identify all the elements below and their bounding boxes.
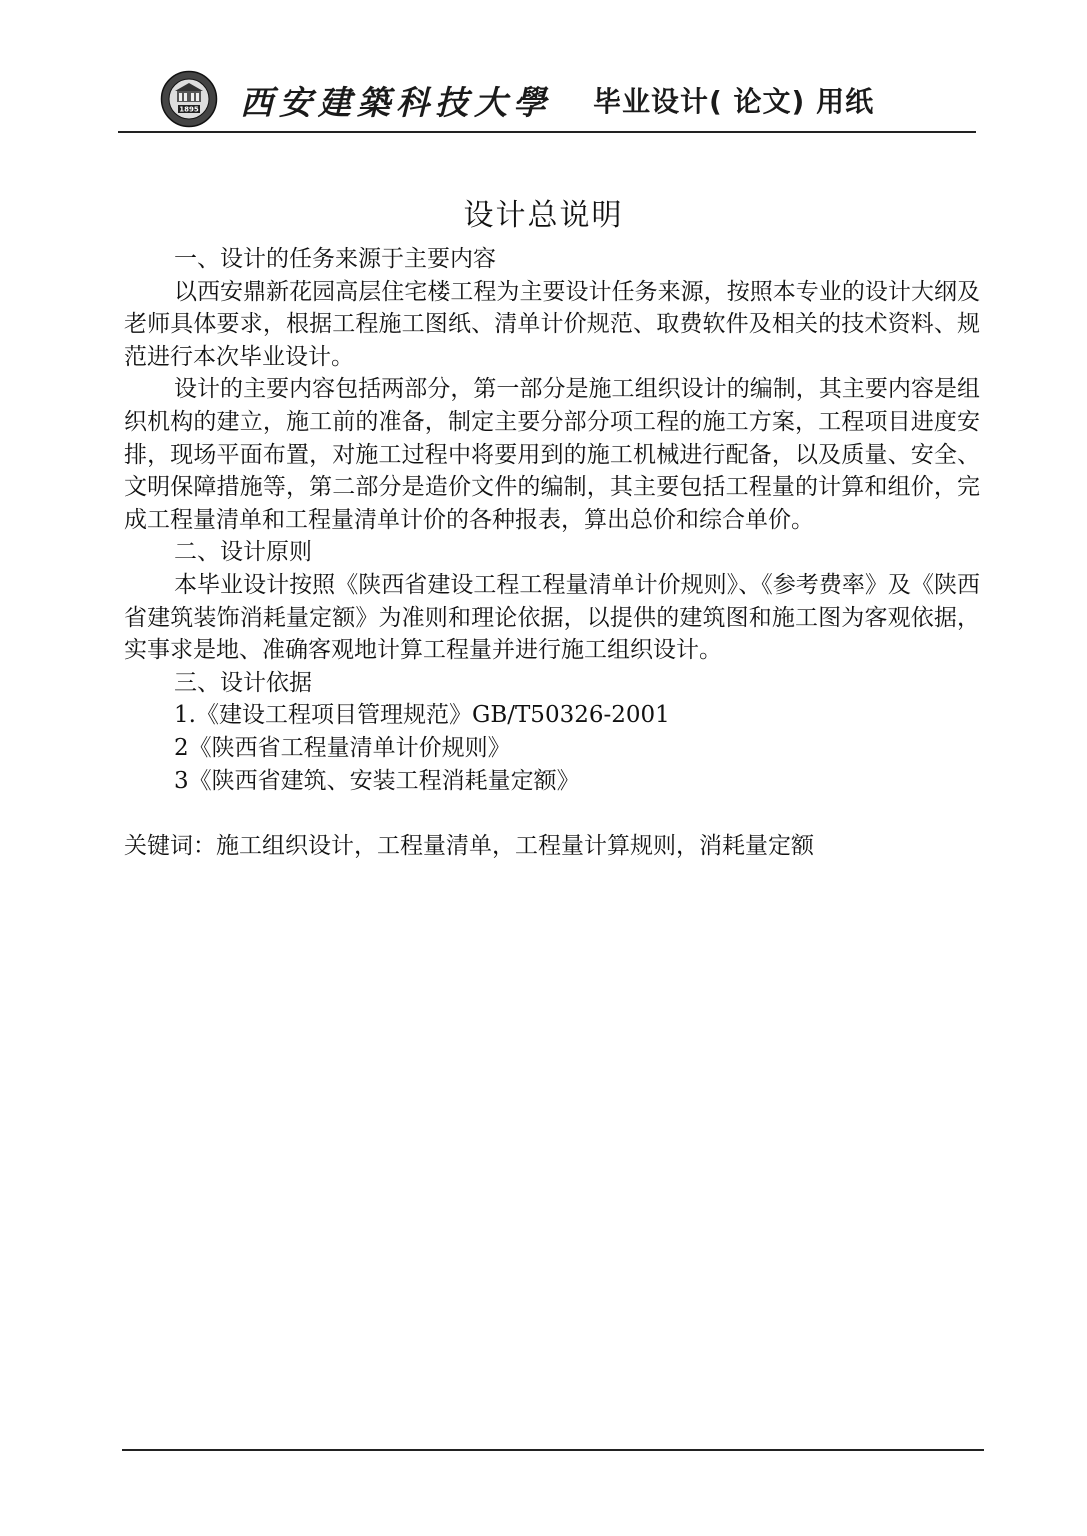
reference-item-1: 1.《建设工程项目管理规范》GB/T50326-2001 bbox=[174, 702, 670, 729]
document-body bbox=[124, 243, 980, 863]
university-name: 西安建築科技大學 bbox=[240, 83, 552, 122]
reference-item-3: 3《陕西省建筑、安装工程消耗量定额》 bbox=[174, 767, 580, 794]
university-seal-logo bbox=[160, 70, 218, 128]
keywords-text: 施工组织设计，工程量清单，工程量计算规则，消耗量定额 bbox=[216, 833, 814, 860]
header-subtitle: 毕业设计( 论文) 用纸 bbox=[593, 85, 875, 118]
page-header bbox=[118, 60, 976, 132]
keywords-line bbox=[124, 830, 980, 863]
footer-rule bbox=[122, 1449, 984, 1451]
reference-item-2: 2《陕西省工程量清单计价规则》 bbox=[174, 734, 511, 761]
section-2-heading: 二、设计原则 bbox=[174, 539, 312, 566]
section-1-paragraph-1: 以西安鼎新花园高层住宅楼工程为主要设计任务来源，按照本专业的设计大纲及老师具体要求，根据工程施工图纸、清单计价规范、取费软件及相关的技术资料、规范进行本次毕业设计。 bbox=[124, 278, 980, 370]
logo-year: 1895 bbox=[179, 105, 199, 114]
section-2-paragraph-1: 本毕业设计按照《陕西省建设工程工程量清单计价规则》、《参考费率》及《陕西省建筑装饰消耗量定额》为准则和理论依据，以提供的建筑图和施工图为客观依据，实事求是地、准确客观地计算工程量并进行施工组织设计。 bbox=[124, 571, 980, 664]
keywords-label: 关键词： bbox=[124, 833, 216, 860]
page-title: 设计总说明 bbox=[463, 198, 624, 233]
section-1-paragraph-2: 设计的主要内容包括两部分，第一部分是施工组织设计的编制，其主要内容是组织机构的建立，施工前的准备，制定主要分部分项工程的施工方案，工程项目进度安排，现场平面布置，对施工过程中将要用到的施工机械进行配备，以及质量、安全、文明保障措施等，第二部分是造价文件的编制，其主要包括工程量的计算和组价，完成工程量清单和工程量清单计价的各种报表，算出总价和综合单价。 bbox=[124, 376, 980, 533]
header-rule bbox=[118, 131, 976, 133]
section-3-heading: 三、设计依据 bbox=[174, 669, 312, 696]
section-1-heading: 一、设计的任务来源于主要内容 bbox=[174, 246, 496, 272]
